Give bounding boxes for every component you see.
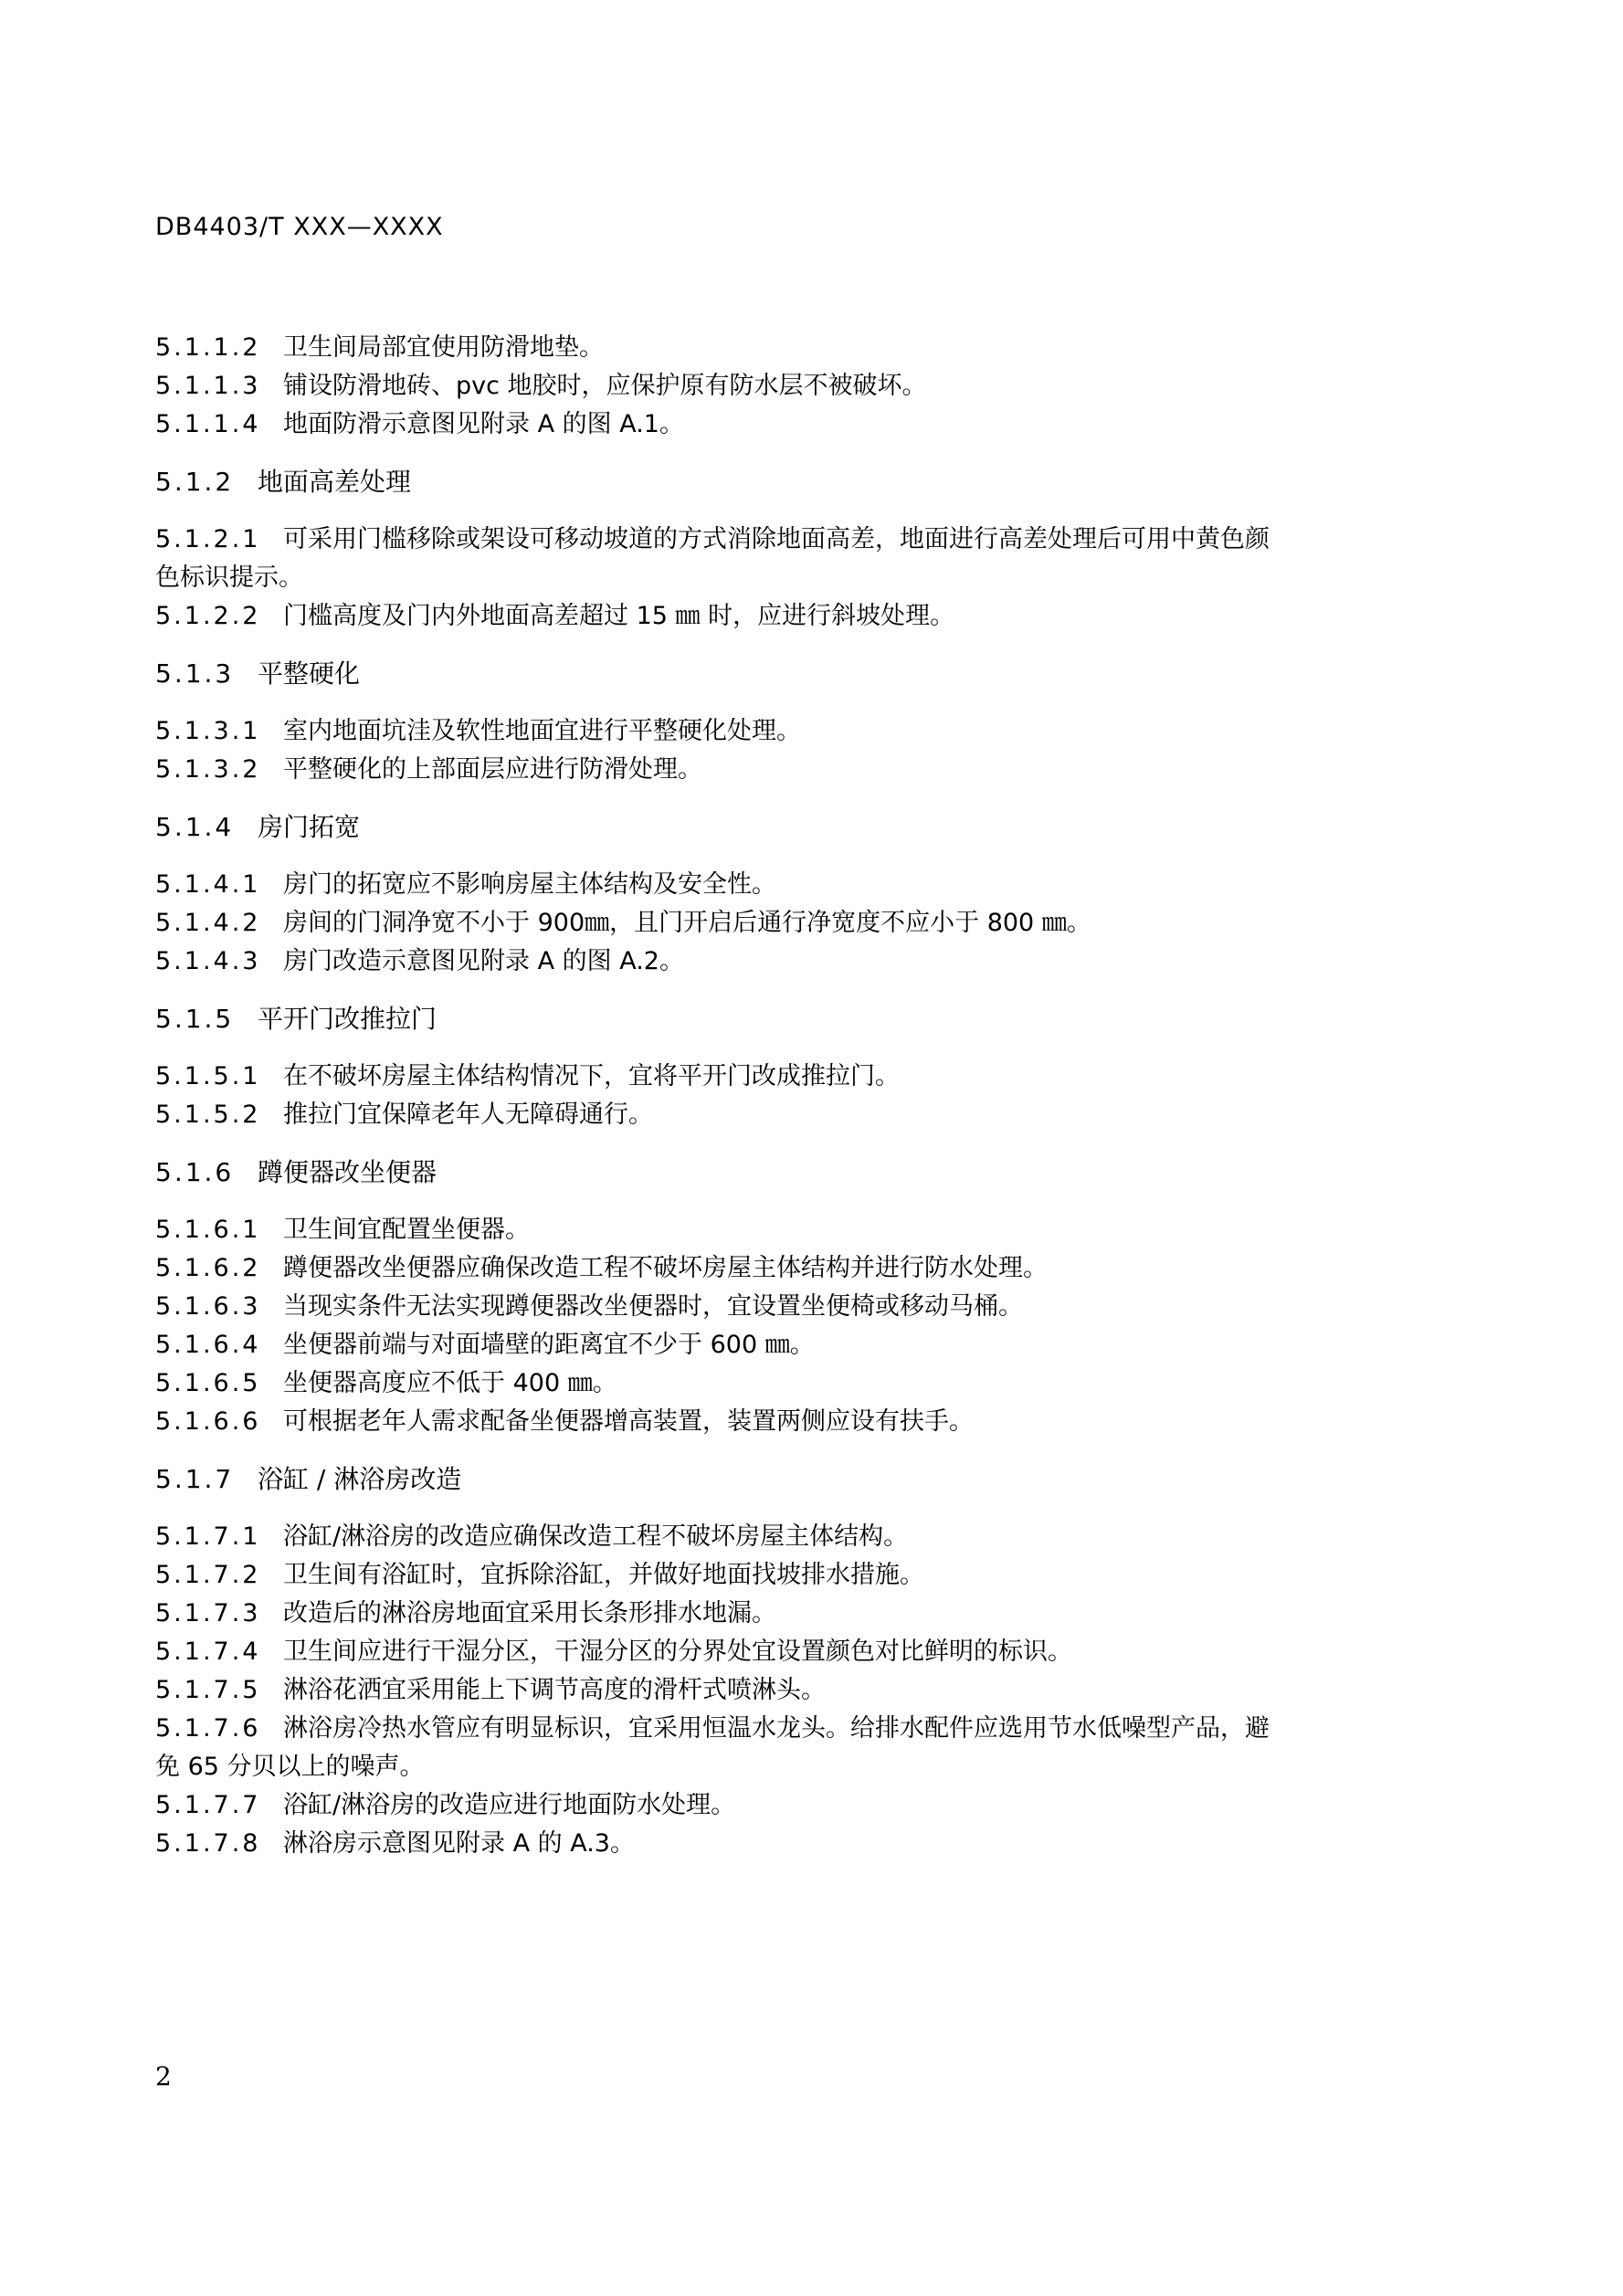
clause-item <box>155 367 1452 405</box>
clause-number: 5.1.6 <box>155 1157 235 1187</box>
clause-number: 5.1.5 <box>155 1004 235 1034</box>
clause-number: 5.1.7 <box>155 1464 235 1494</box>
section-heading <box>155 1153 1452 1193</box>
clause-number: 5.1.7.8 <box>155 1829 261 1858</box>
clause-number: 5.1.7.7 <box>155 1791 261 1819</box>
clause-number: 5.1.5.2 <box>155 1101 261 1129</box>
clause-number: 5.1.3.2 <box>155 755 261 784</box>
clause-text: 房门的拓宽应不影响房屋主体结构及安全性。 <box>283 870 776 899</box>
clause-text: 平整硬化的上部面层应进行防滑处理。 <box>283 755 702 784</box>
clause-number: 5.1.6.1 <box>155 1216 261 1244</box>
clause-text: 卫生间有浴缸时，宜拆除浴缸，并做好地面找坡排水措施。 <box>283 1561 924 1589</box>
clause-number: 5.1.6.3 <box>155 1292 261 1321</box>
clause-text: 改造后的淋浴房地面宜采用长条形排水地漏。 <box>283 1599 776 1627</box>
clause-number: 5.1.4 <box>155 812 235 842</box>
clause-number: 5.1.6.6 <box>155 1407 261 1436</box>
clause-text: 地面高差处理 <box>258 467 412 497</box>
clause-item <box>155 1058 1452 1096</box>
document-body <box>155 329 1452 1863</box>
clause-item <box>155 904 1452 943</box>
clause-text: 可采用门槛移除或架设可移动坡道的方式消除地面高差，地面进行高差处理后可用中黄色颜 <box>283 525 1270 553</box>
section-heading <box>155 807 1452 848</box>
clause-number: 5.1.4.2 <box>155 909 261 937</box>
clause-item <box>155 751 1452 789</box>
section-heading <box>155 654 1452 694</box>
clause-item <box>155 1633 1452 1671</box>
clause-item <box>155 1710 1452 1748</box>
clause-number: 5.1.7.6 <box>155 1714 261 1743</box>
clause-item <box>155 405 1452 444</box>
clause-text: 浴缸 / 淋浴房改造 <box>258 1464 462 1494</box>
clause-number: 5.1.1.3 <box>155 372 261 400</box>
clause-number: 5.1.2.2 <box>155 602 261 630</box>
clause-item <box>155 329 1452 367</box>
clause-number: 5.1.7.3 <box>155 1599 261 1627</box>
section-heading <box>155 999 1452 1039</box>
clause-number: 5.1.3 <box>155 658 235 689</box>
clause-text: 平开门改推拉门 <box>258 1004 437 1034</box>
clause-item <box>155 1211 1452 1249</box>
clause-item <box>155 712 1452 751</box>
clause-number: 5.1.7.1 <box>155 1522 261 1551</box>
section-heading <box>155 462 1452 502</box>
clause-item <box>155 1671 1452 1710</box>
clause-item <box>155 1595 1452 1633</box>
clause-number: 5.1.6.5 <box>155 1369 261 1397</box>
clause-text: 可根据老年人需求配备坐便器增高装置，装置两侧应设有扶手。 <box>283 1407 974 1436</box>
clause-number: 5.1.1.2 <box>155 333 261 362</box>
clause-item <box>155 1556 1452 1595</box>
clause-text: 蹲便器改坐便器 <box>258 1157 437 1187</box>
clause-number: 5.1.2.1 <box>155 525 261 553</box>
clause-text: 平整硬化 <box>258 658 361 689</box>
page-number: 2 <box>155 2061 172 2091</box>
clause-text: 坐便器高度应不低于 400 ㎜。 <box>283 1369 617 1397</box>
clause-text: 淋浴房冷热水管应有明显标识，宜采用恒温水龙头。给排水配件应选用节水低噪型产品，避 <box>283 1714 1270 1743</box>
clause-text: 房门拓宽 <box>258 812 361 842</box>
clause-item <box>155 1403 1452 1441</box>
clause-text: 淋浴房示意图见附录 A 的 A.3。 <box>283 1829 635 1858</box>
clause-item <box>155 1786 1452 1825</box>
clause-text: 浴缸/淋浴房的改造应进行地面防水处理。 <box>283 1791 736 1819</box>
clause-text: 室内地面坑洼及软性地面宜进行平整硬化处理。 <box>283 717 801 745</box>
clause-text: 门槛高度及门内外地面高差超过 15 ㎜ 时，应进行斜坡处理。 <box>283 602 955 630</box>
clause-number: 5.1.6.2 <box>155 1254 261 1282</box>
clause-item <box>155 1326 1452 1364</box>
clause-number: 5.1.4.3 <box>155 947 261 975</box>
clause-number: 5.1.7.2 <box>155 1561 261 1589</box>
clause-item <box>155 597 1452 636</box>
clause-number: 5.1.3.1 <box>155 717 261 745</box>
clause-item <box>155 1364 1452 1403</box>
section-heading <box>155 1459 1452 1500</box>
clause-text: 房门改造示意图见附录 A 的图 A.2。 <box>283 947 684 975</box>
clause-text: 地面防滑示意图见附录 A 的图 A.1。 <box>283 410 684 438</box>
clause-number: 5.1.6.4 <box>155 1331 261 1359</box>
clause-number: 5.1.7.5 <box>155 1676 261 1704</box>
clause-text: 卫生间局部宜使用防滑地垫。 <box>283 333 604 362</box>
clause-text: 推拉门宜保障老年人无障碍通行。 <box>283 1101 653 1129</box>
clause-number: 5.1.2 <box>155 467 235 497</box>
clause-text: 浴缸/淋浴房的改造应确保改造工程不破坏房屋主体结构。 <box>283 1522 909 1551</box>
document-code-header: DB4403/T XXX—XXXX <box>155 213 444 241</box>
clause-item <box>155 521 1452 559</box>
clause-number: 5.1.1.4 <box>155 410 261 438</box>
clause-text: 卫生间宜配置坐便器。 <box>283 1216 530 1244</box>
clause-item <box>155 866 1452 904</box>
clause-item <box>155 1096 1452 1134</box>
clause-continuation: 色标识提示。 <box>155 563 303 592</box>
clause-text: 蹲便器改坐便器应确保改造工程不破坏房屋主体结构并进行防水处理。 <box>283 1254 1048 1282</box>
clause-item <box>155 1249 1452 1288</box>
clause-text: 坐便器前端与对面墙壁的距离宜不少于 600 ㎜。 <box>283 1331 815 1359</box>
clause-text: 房间的门洞净宽不小于 900㎜，且门开启后通行净宽度不应小于 800 ㎜。 <box>283 909 1091 937</box>
clause-number: 5.1.5.1 <box>155 1062 261 1090</box>
clause-number: 5.1.4.1 <box>155 870 261 899</box>
clause-text: 淋浴花洒宜采用能上下调节高度的滑杆式喷淋头。 <box>283 1676 826 1704</box>
clause-item <box>155 1288 1452 1326</box>
clause-number: 5.1.7.4 <box>155 1638 261 1666</box>
clause-text: 在不破坏房屋主体结构情况下，宜将平开门改成推拉门。 <box>283 1062 900 1090</box>
clause-continuation: 免 65 分贝以上的噪声。 <box>155 1753 425 1781</box>
clause-text: 当现实条件无法实现蹲便器改坐便器时，宜设置坐便椅或移动马桶。 <box>283 1292 1023 1321</box>
clause-item <box>155 943 1452 981</box>
clause-item <box>155 1518 1452 1556</box>
clause-text: 铺设防滑地砖、pvc 地胶时，应保护原有防水层不被破坏。 <box>283 372 927 400</box>
clause-text: 卫生间应进行干湿分区，干湿分区的分界处宜设置颜色对比鲜明的标识。 <box>283 1638 1072 1666</box>
clause-item <box>155 1825 1452 1863</box>
